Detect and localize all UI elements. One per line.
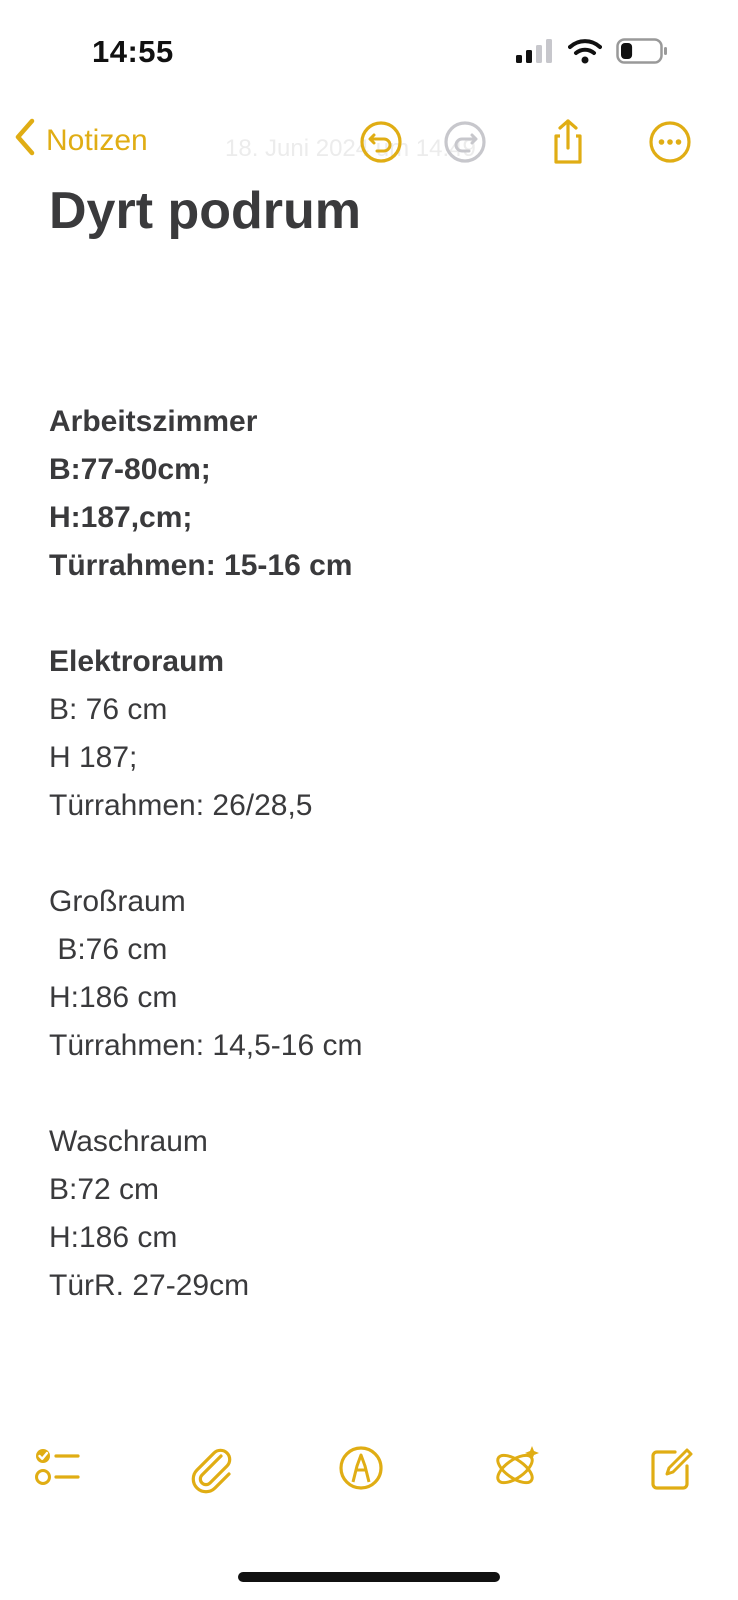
checklist-icon — [32, 1481, 84, 1498]
note-line: B:77-80cm; — [49, 453, 211, 486]
note-blank-line — [49, 590, 699, 638]
note-line: B: 76 cm — [49, 693, 168, 726]
note-line: Türrahmen: 14,5-16 cm — [49, 1029, 363, 1062]
markup-pen-icon — [335, 1481, 387, 1498]
note-title[interactable]: Dyrt podrum — [49, 182, 361, 240]
cellular-signal-icon — [516, 39, 554, 68]
status-bar — [0, 0, 738, 100]
back-label: Notizen — [46, 124, 148, 157]
note-date-ghost: 18. Juni 2024 um 14:49 — [225, 135, 476, 162]
share-icon — [544, 153, 592, 170]
undo-button[interactable] — [357, 118, 405, 166]
note-line: Großraum — [49, 885, 186, 918]
home-indicator[interactable] — [238, 1572, 500, 1582]
compose-button[interactable] — [645, 1442, 697, 1494]
writing-tools-button[interactable] — [490, 1442, 542, 1494]
note-blank-line — [49, 1070, 699, 1118]
note-line: H 187; — [49, 741, 138, 774]
status-icons — [516, 38, 668, 69]
note-line: B:72 cm — [49, 1173, 160, 1206]
note-line: Waschraum — [49, 1125, 208, 1158]
undo-icon — [357, 153, 405, 170]
note-line: Arbeitszimmer — [49, 405, 258, 438]
note-line: H:186 cm — [49, 981, 178, 1014]
wifi-icon — [568, 38, 602, 69]
redo-icon — [441, 153, 489, 170]
battery-icon — [616, 38, 668, 69]
checklist-button[interactable] — [32, 1442, 84, 1494]
note-editor[interactable] — [49, 180, 699, 242]
note-line: Türrahmen: 26/28,5 — [49, 789, 313, 822]
compose-icon — [645, 1481, 697, 1498]
note-blank-line — [49, 830, 699, 878]
more-button[interactable] — [646, 118, 694, 166]
apple-intelligence-icon — [490, 1481, 542, 1498]
chevron-left-icon — [12, 117, 38, 165]
markup-button[interactable] — [335, 1442, 387, 1494]
attachment-button[interactable] — [185, 1442, 237, 1494]
note-body[interactable] — [49, 398, 699, 1310]
note-line: B:76 cm — [49, 933, 168, 966]
note-line: H:187,cm; — [49, 501, 193, 534]
note-line: Elektroraum — [49, 645, 225, 678]
share-button[interactable] — [544, 118, 592, 166]
bottom-toolbar — [0, 1432, 738, 1502]
back-button[interactable] — [12, 117, 148, 165]
note-line: Türrahmen: 15-16 cm — [49, 549, 353, 582]
paperclip-icon — [185, 1481, 237, 1498]
more-icon — [646, 153, 694, 170]
redo-button[interactable] — [441, 118, 489, 166]
note-line: TürR. 27-29cm — [49, 1269, 250, 1302]
status-time: 14:55 — [92, 34, 174, 69]
note-line: H:186 cm — [49, 1221, 178, 1254]
nav-bar — [0, 105, 738, 175]
